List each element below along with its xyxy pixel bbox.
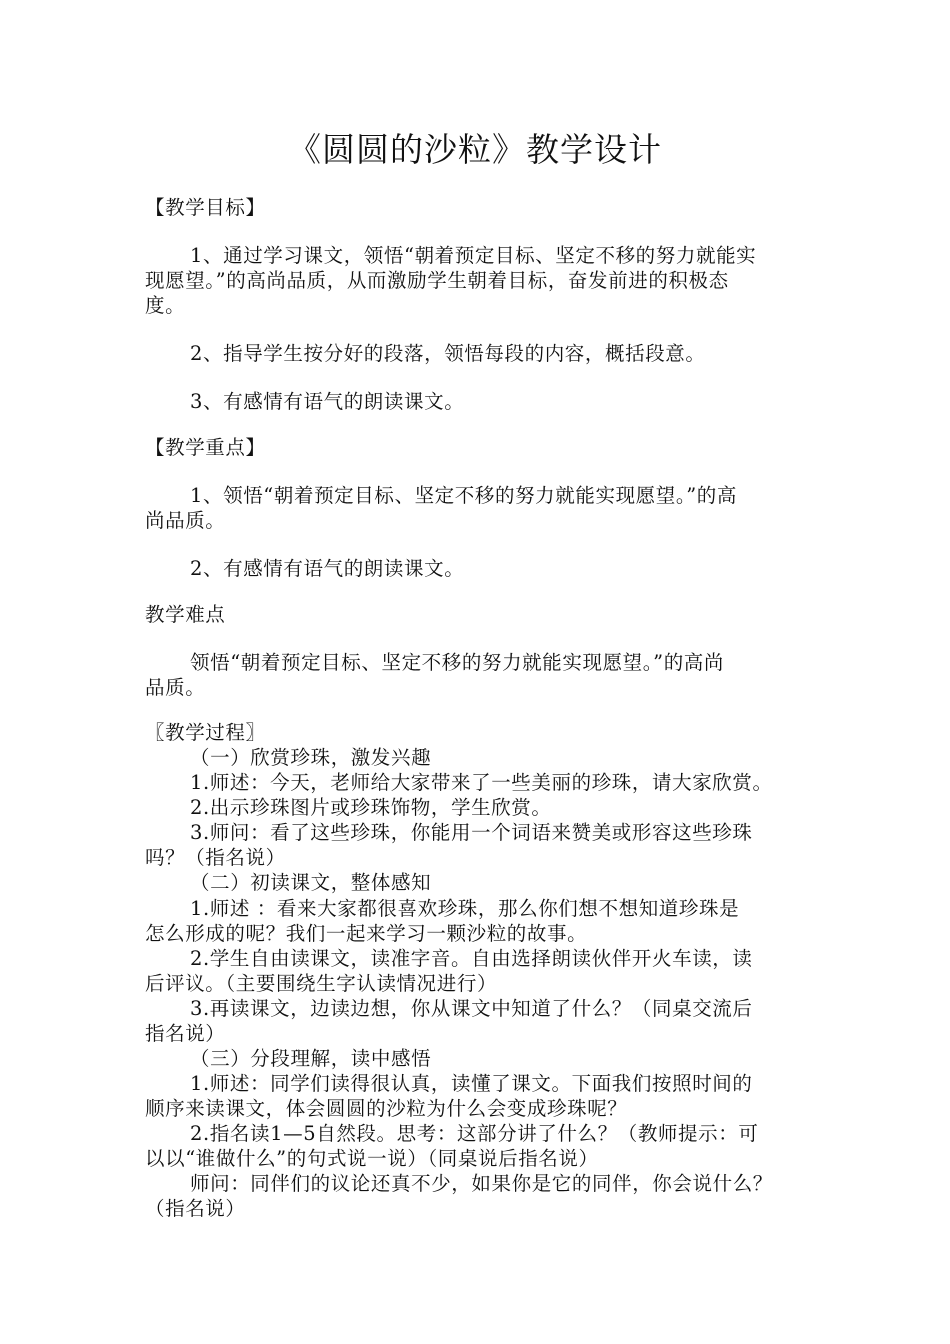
process-3-question-line-1: 师问：同伴们的议论还真不少，如果你是它的同伴，你会说什么？ <box>190 1172 773 1195</box>
document-title: 《圆圆的沙粒》教学设计 <box>288 130 662 169</box>
goal-2: 2、指导学生按分好的段落，领悟每段的内容，概括段意。 <box>190 342 706 365</box>
process-2-step-2-line-2: 后评议。（主要围绕生字认读情况进行） <box>145 972 498 995</box>
difficulty-line-1: 领悟“朝着预定目标、坚定不移的努力就能实现愿望。”的高尚 <box>190 651 724 674</box>
heading-teaching-process: 〖教学过程〗 <box>145 721 266 744</box>
process-1-step-2: 2.出示珍珠图片或珍珠饰物，学生欣赏。 <box>190 796 552 819</box>
process-1-step-1: 1.师述：今天，老师给大家带来了一些美丽的珍珠，请大家欣赏。 <box>190 771 773 794</box>
goal-1-line-2: 现愿望。”的高尚品质，从而激励学生朝着目标，奋发前进的积极态 <box>145 269 729 292</box>
process-section-1: （一）欣赏珍珠，激发兴趣 <box>190 746 432 769</box>
heading-key-points: 【教学重点】 <box>145 436 266 459</box>
difficulty-line-2: 品质。 <box>145 676 206 699</box>
goal-3: 3、有感情有语气的朗读课文。 <box>190 390 465 413</box>
key-point-2: 2、有感情有语气的朗读课文。 <box>190 557 465 580</box>
process-3-step-2-line-1: 2.指名读1—5自然段。思考：这部分讲了什么？（教师提示：可 <box>190 1122 759 1145</box>
process-2-step-2-line-1: 2.学生自由读课文，读准字音。自由选择朗读伙伴开火车读，读 <box>190 947 753 970</box>
process-3-question-line-2: （指名说） <box>145 1197 246 1220</box>
key-point-1-line-1: 1、领悟“朝着预定目标、坚定不移的努力就能实现愿望。”的高 <box>190 484 737 507</box>
process-1-step-3-line-2: 吗？（指名说） <box>145 846 286 869</box>
process-2-step-1-line-2: 怎么形成的呢？我们一起来学习一颗沙粒的故事。 <box>145 922 588 945</box>
process-3-step-1-line-1: 1.师述：同学们读得很认真，读懂了课文。下面我们按照时间的 <box>190 1072 753 1095</box>
process-section-2: （二）初读课文，整体感知 <box>190 871 432 894</box>
heading-difficulties: 教学难点 <box>145 603 226 626</box>
process-2-step-3-line-2: 指名说） <box>145 1022 226 1045</box>
key-point-1-line-2: 尚品质。 <box>145 509 226 532</box>
heading-teaching-goals: 【教学目标】 <box>145 196 266 219</box>
process-2-step-1-line-1: 1.师述 ：看来大家都很喜欢珍珠，那么你们想不想知道珍珠是 <box>190 897 740 920</box>
goal-1-line-3: 度。 <box>145 294 186 317</box>
process-2-step-3-line-1: 3.再读课文，边读边想，你从课文中知道了什么？（同桌交流后 <box>190 997 753 1020</box>
process-3-step-2-line-2: 以以“谁做什么”的句式说一说）（同桌说后指名说） <box>145 1147 599 1170</box>
process-section-3: （三）分段理解，读中感悟 <box>190 1047 432 1070</box>
goal-1-line-1: 1、通过学习课文，领悟“朝着预定目标、坚定不移的努力就能实 <box>190 244 757 267</box>
process-3-step-1-line-2: 顺序来读课文，体会圆圆的沙粒为什么会变成珍珠呢？ <box>145 1097 628 1120</box>
process-1-step-3-line-1: 3.师问：看了这些珍珠，你能用一个词语来赞美或形容这些珍珠 <box>190 821 753 844</box>
